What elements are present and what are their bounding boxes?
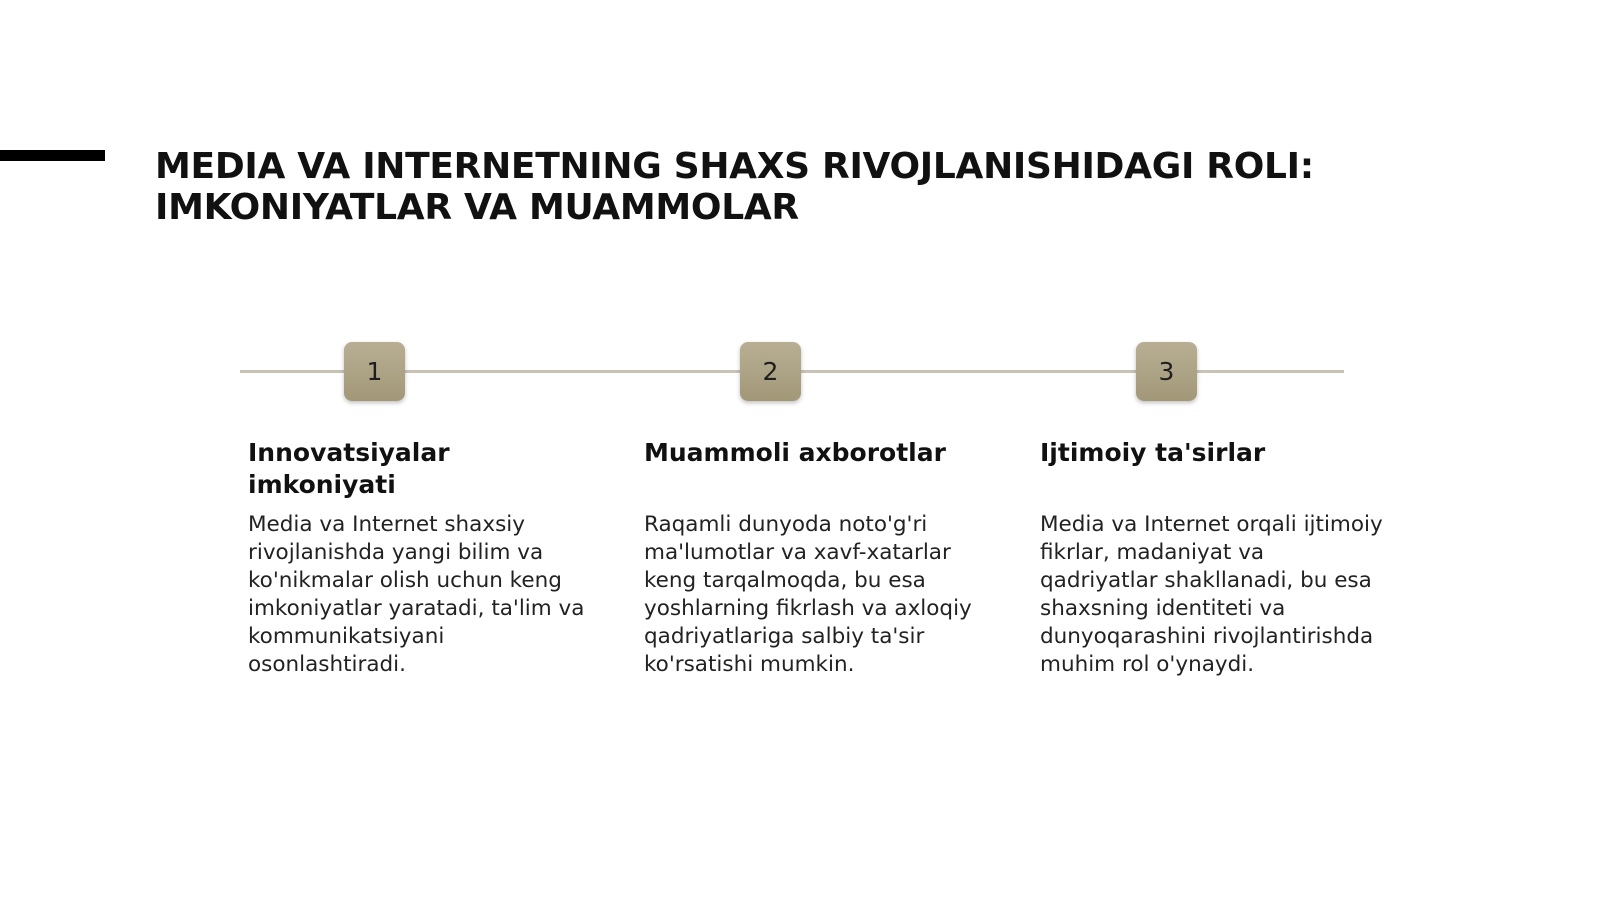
step-description: Raqamli dunyoda noto'g'ri ma'lumotlar va xavf-xatarlar keng tarqalmoqda, bu esa yoshlarning fikrlash va axloqiy qadriyatlariga salbiy ta'sir ko'rsatishi mumkin. (644, 512, 972, 677)
slide-title: MEDIA VA INTERNETNING SHAXS RIVOJLANISHIDAGI ROLI: IMKONIYATLAR VA MUAMMOLAR (155, 146, 1314, 228)
step-badge-1: 1 (344, 342, 405, 401)
step-heading: Ijtimoiy ta'sirlar (1040, 438, 1266, 467)
step-badge-3: 3 (1136, 342, 1197, 401)
step-column-3 (1040, 437, 1385, 677)
step-description: Media va Internet orqali ijtimoiy fikrlar, madaniyat va qadriyatlar shakllanadi, bu esa shaxsning identiteti va dunyoqarashini rivojlantirishda muhim rol o'ynaydi. (1040, 512, 1383, 677)
step-heading: Muammoli axborotlar (644, 438, 946, 467)
step-column-1 (248, 437, 593, 677)
step-badge-2: 2 (740, 342, 801, 401)
title-accent-bar (0, 150, 105, 161)
step-heading: Innovatsiyalar imkoniyati (248, 438, 450, 499)
step-column-2 (644, 437, 989, 677)
step-description: Media va Internet shaxsiy rivojlanishda yangi bilim va ko'nikmalar olish uchun keng imkoniyatlar yaratadi, ta'lim va kommunikatsiyani osonlashtiradi. (248, 512, 585, 677)
